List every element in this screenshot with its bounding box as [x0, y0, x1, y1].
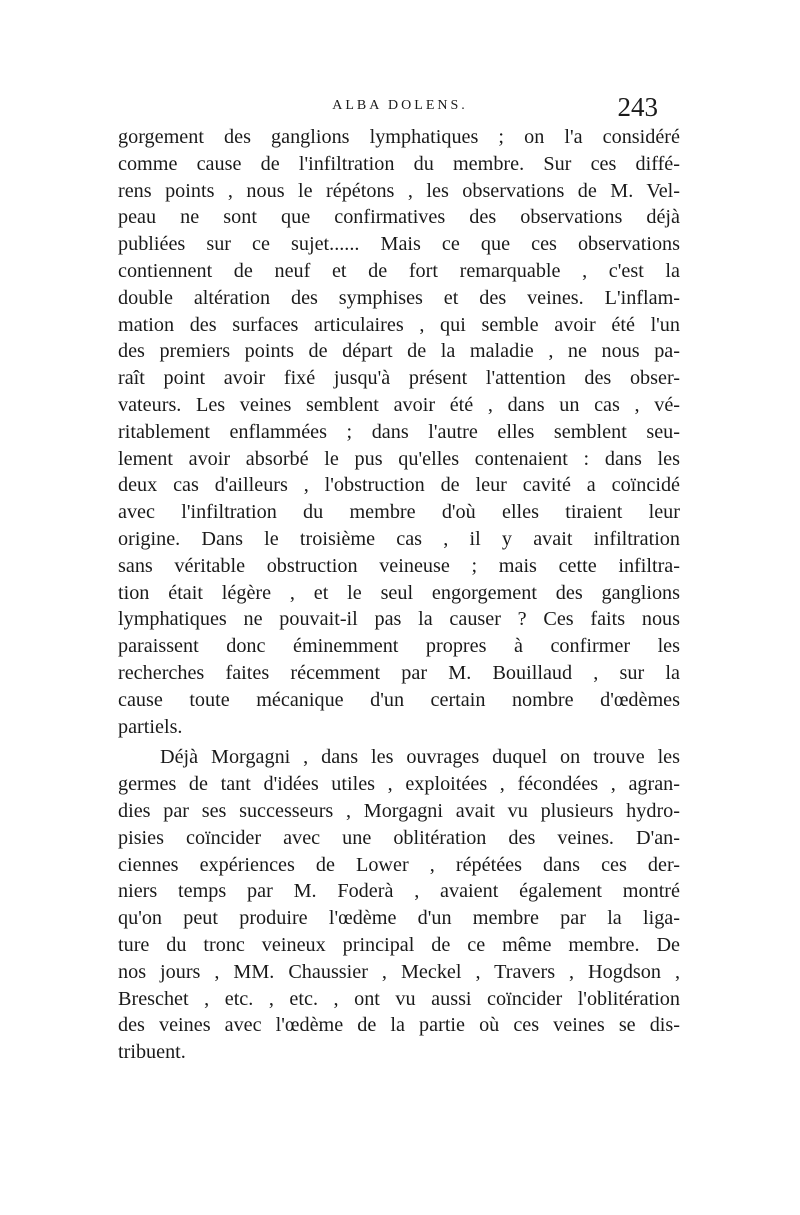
text-line: peau ne sont que confirmatives des observations déjà	[118, 206, 680, 229]
running-title: ALBA DOLENS.	[332, 98, 468, 113]
text-line: raît point avoir fixé jusqu'à présent l'attention des obser-	[118, 367, 680, 390]
paragraph-2	[118, 744, 680, 1066]
text-line: vateurs. Les veines semblent avoir été , dans un cas , vé-	[118, 393, 680, 416]
text-line: tribuent.	[118, 1041, 186, 1064]
text-line: partiels.	[118, 715, 183, 738]
text-line: tion était légère , et le seul engorgement des ganglions	[118, 581, 680, 604]
text-line: pisies coïncider avec une oblitération des veines. D'an-	[118, 826, 680, 849]
text-line: lymphatiques ne pouvait-il pas la causer ? Ces faits nous	[118, 608, 680, 631]
paragraph-1	[118, 124, 680, 740]
text-line: contiennent de neuf et de fort remarquable , c'est la	[118, 259, 680, 282]
body-text	[118, 124, 680, 1066]
text-line: dies par ses successeurs , Morgagni avait vu plusieurs hydro-	[118, 799, 680, 822]
text-line: germes de tant d'idées utiles , exploitées , fécondées , agran-	[118, 773, 680, 796]
text-line: ciennes expériences de Lower , répétées dans ces der-	[118, 853, 680, 876]
page-header	[120, 92, 680, 122]
text-line: gorgement des ganglions lymphatiques ; on l'a considéré	[118, 126, 680, 148]
text-line: Breschet , etc. , etc. , ont vu aussi coïncider l'oblitération	[118, 987, 680, 1010]
text-line: mation des surfaces articulaires , qui semble avoir été l'un	[118, 313, 680, 336]
text-line: lement avoir absorbé le pus qu'elles contenaient : dans les	[118, 447, 680, 470]
text-line: avec l'infiltration du membre d'où elles tiraient leur	[118, 501, 680, 524]
text-line: des premiers points de départ de la maladie , ne nous pa-	[118, 340, 680, 363]
text-line: qu'on peut produire l'œdème d'un membre par la liga-	[118, 907, 680, 930]
text-line: double altération des symphises et des veines. L'inflam-	[118, 286, 680, 309]
page-number: 243	[617, 92, 658, 122]
text-line: niers temps par M. Foderà , avaient également montré	[118, 880, 680, 903]
text-line: Déjà Morgagni , dans les ouvrages duquel on trouve les	[160, 746, 680, 769]
text-line: recherches faites récemment par M. Bouillaud , sur la	[118, 661, 680, 684]
text-line: publiées sur ce sujet...... Mais ce que ces observations	[118, 233, 680, 256]
text-line: des veines avec l'œdème de la partie où ces veines se dis-	[118, 1014, 680, 1037]
text-line: sans véritable obstruction veineuse ; mais cette infiltra-	[118, 554, 680, 577]
text-line: rens points , nous le répétons , les observations de M. Vel-	[118, 179, 680, 202]
text-line: origine. Dans le troisième cas , il y avait infiltration	[118, 527, 680, 550]
text-line: ture du tronc veineux principal de ce même membre. De	[118, 933, 680, 956]
text-line: paraissent donc éminemment propres à confirmer les	[118, 635, 680, 658]
text-line: comme cause de l'infiltration du membre. Sur ces diffé-	[118, 152, 680, 175]
text-line: deux cas d'ailleurs , l'obstruction de leur cavité a coïncidé	[118, 474, 680, 497]
text-line: nos jours , MM. Chaussier , Meckel , Travers , Hogdson ,	[118, 960, 680, 983]
text-line: cause toute mécanique d'un certain nombre d'œdèmes	[118, 688, 680, 711]
text-line: ritablement enflammées ; dans l'autre elles semblent seu-	[118, 420, 680, 443]
